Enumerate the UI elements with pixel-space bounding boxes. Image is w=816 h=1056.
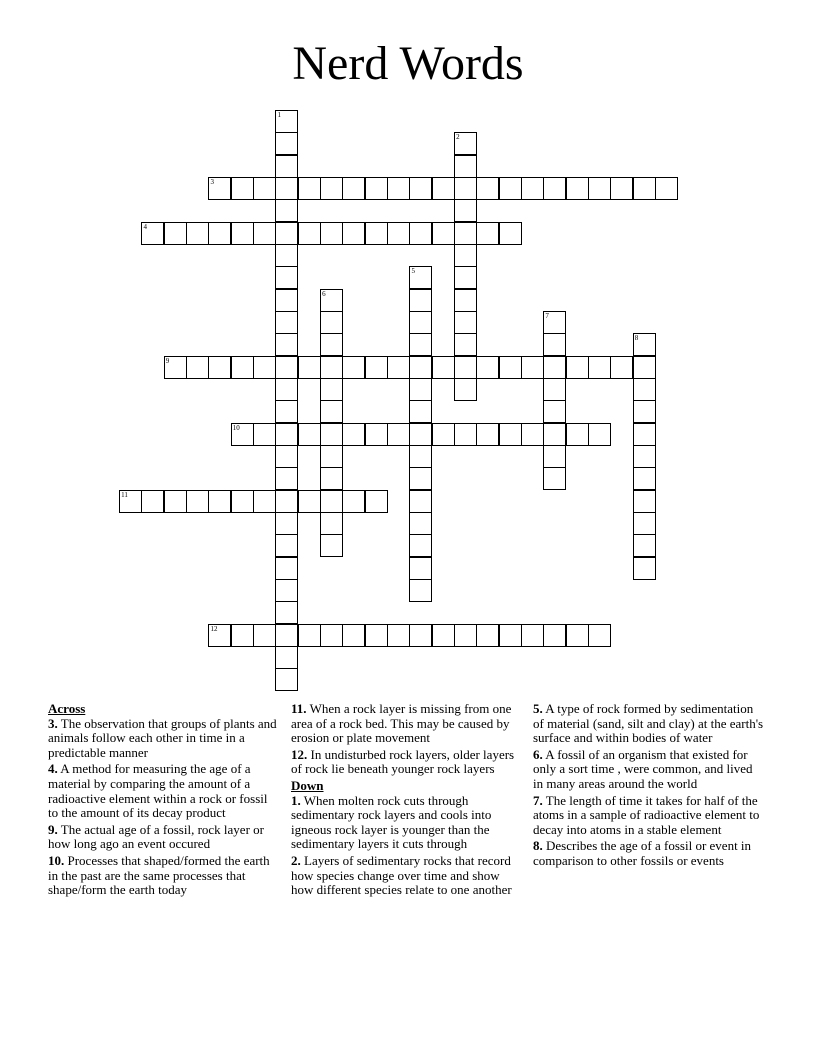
- grid-cell[interactable]: [275, 378, 298, 401]
- grid-cell[interactable]: [365, 356, 388, 379]
- grid-cell[interactable]: [409, 289, 432, 312]
- grid-cell[interactable]: [409, 534, 432, 557]
- grid-cell[interactable]: [275, 311, 298, 334]
- grid-cell[interactable]: [320, 534, 343, 557]
- grid-cell[interactable]: [476, 177, 499, 200]
- grid-cell[interactable]: [476, 624, 499, 647]
- grid-cell[interactable]: [320, 333, 343, 356]
- grid-cell[interactable]: [499, 423, 522, 446]
- down-heading: Down: [291, 777, 324, 793]
- grid-cell[interactable]: [298, 423, 321, 446]
- grid-cell[interactable]: [387, 222, 410, 245]
- grid-cell[interactable]: [588, 624, 611, 647]
- grid-cell[interactable]: [208, 356, 231, 379]
- grid-cell[interactable]: [365, 624, 388, 647]
- grid-cell[interactable]: [432, 177, 455, 200]
- grid-cell[interactable]: [543, 311, 566, 334]
- grid-cell[interactable]: [633, 356, 656, 379]
- puzzle-title: Nerd Words: [292, 37, 524, 90]
- grid-cell[interactable]: [275, 512, 298, 535]
- grid-cell[interactable]: [298, 356, 321, 379]
- grid-cell[interactable]: [543, 177, 566, 200]
- grid-cell[interactable]: [275, 624, 298, 647]
- grid-cell[interactable]: [275, 266, 298, 289]
- cell-number: 8: [634, 334, 639, 343]
- grid-cell[interactable]: [275, 601, 298, 624]
- grid-cell[interactable]: [208, 490, 231, 513]
- grid-cell[interactable]: [409, 624, 432, 647]
- grid-cell[interactable]: [275, 579, 298, 602]
- grid-cell[interactable]: [141, 222, 164, 245]
- grid-cell[interactable]: [186, 356, 209, 379]
- grid-cell[interactable]: [476, 423, 499, 446]
- grid-cell[interactable]: [186, 490, 209, 513]
- grid-cell[interactable]: [342, 177, 365, 200]
- clue-down-6: 6. A fossil of an organism that existed for only a sort time , were common, and lived in many areas around the world: [533, 746, 753, 791]
- grid-cell[interactable]: [275, 199, 298, 222]
- grid-cell[interactable]: [208, 624, 231, 647]
- grid-cell[interactable]: [543, 624, 566, 647]
- grid-cell[interactable]: [454, 155, 477, 178]
- grid-cell[interactable]: [454, 177, 477, 200]
- clues-column-3: [533, 702, 765, 871]
- grid-cell[interactable]: [409, 445, 432, 468]
- clue-across-10: 10. Processes that shaped/formed the earth in the past are the same processes that shape/form the earth today: [48, 852, 270, 898]
- grid-cell[interactable]: [275, 132, 298, 155]
- grid-cell[interactable]: [365, 490, 388, 513]
- cell-number: 4: [143, 222, 147, 231]
- cell-number: 11: [121, 490, 128, 499]
- grid-cell[interactable]: [275, 490, 298, 513]
- grid-cell[interactable]: [409, 557, 432, 580]
- grid-cell[interactable]: [566, 177, 589, 200]
- grid-cell[interactable]: [275, 467, 298, 490]
- grid-cell[interactable]: [342, 624, 365, 647]
- grid-cell[interactable]: [320, 177, 343, 200]
- grid-cell[interactable]: [409, 266, 432, 289]
- grid-cell[interactable]: [320, 490, 343, 513]
- grid-cell[interactable]: [320, 311, 343, 334]
- clue-down-8: 8. Describes the age of a fossil or event in comparison to other fossils or events: [533, 838, 752, 868]
- grid-cell[interactable]: [409, 490, 432, 513]
- grid-cell[interactable]: [275, 356, 298, 379]
- grid-cell[interactable]: [231, 356, 254, 379]
- grid-cell[interactable]: [164, 356, 187, 379]
- cell-number: 12: [210, 624, 218, 633]
- grid-cell[interactable]: [141, 490, 164, 513]
- clue-down-7: 7. The length of time it takes for half of the atoms in a sample of radioactive element to decay into atoms in a stable element: [533, 792, 760, 837]
- grid-cell[interactable]: [253, 222, 276, 245]
- grid-cell[interactable]: [454, 356, 477, 379]
- grid-cell[interactable]: [454, 289, 477, 312]
- cell-number: 1: [277, 111, 281, 119]
- grid-cell[interactable]: [275, 289, 298, 312]
- cell-number: 9: [165, 356, 170, 365]
- clue-across-3: 3. The observation that groups of plants and animals follow each other in time in a predictable manner: [48, 715, 277, 760]
- clue-across-4: 4. A method for measuring the age of a material by comparing the amount of a radioactive element within a rock or fossil to the amount of its decay product: [48, 761, 268, 821]
- grid-cell[interactable]: [566, 624, 589, 647]
- cell-number: 2: [456, 133, 460, 142]
- grid-cell[interactable]: [275, 445, 298, 468]
- clue-down-2: 2. Layers of sedimentary rocks that record how species change over time and show how different species relate to one another: [291, 852, 512, 898]
- grid-cell[interactable]: [387, 177, 410, 200]
- grid-cell[interactable]: [409, 378, 432, 401]
- grid-cell[interactable]: [499, 624, 522, 647]
- grid-cell[interactable]: [298, 490, 321, 513]
- grid-cell[interactable]: [543, 333, 566, 356]
- grid-cell[interactable]: [409, 356, 432, 379]
- grid-cell[interactable]: [633, 333, 656, 356]
- grid-cell[interactable]: [387, 423, 410, 446]
- grid-cell[interactable]: [320, 400, 343, 423]
- grid-cell[interactable]: [454, 199, 477, 222]
- grid-cell[interactable]: [275, 534, 298, 557]
- clues-column-1: [48, 702, 280, 900]
- grid-cell[interactable]: [432, 624, 455, 647]
- grid-cell[interactable]: [164, 490, 187, 513]
- grid-cell[interactable]: [499, 177, 522, 200]
- grid-cell[interactable]: [387, 356, 410, 379]
- grid-cell[interactable]: [253, 423, 276, 446]
- clue-across-11: 11. When a rock layer is missing from one area of a rock bed. This may be caused by erosion or plate movement: [291, 701, 512, 746]
- grid-cell[interactable]: [409, 333, 432, 356]
- grid-cell[interactable]: [633, 445, 656, 468]
- grid-cell[interactable]: [454, 624, 477, 647]
- grid-cell[interactable]: [454, 244, 477, 267]
- grid-cell[interactable]: [275, 222, 298, 245]
- grid-cell[interactable]: [633, 467, 656, 490]
- grid-cell[interactable]: [432, 356, 455, 379]
- grid-cell[interactable]: [231, 177, 254, 200]
- grid-cell[interactable]: [275, 646, 298, 669]
- grid-cell[interactable]: [320, 624, 343, 647]
- grid-cell[interactable]: [409, 423, 432, 446]
- grid-cell[interactable]: [320, 356, 343, 379]
- grid-cell[interactable]: [454, 378, 477, 401]
- grid-cell[interactable]: [320, 467, 343, 490]
- grid-cell[interactable]: [633, 423, 656, 446]
- grid-cell[interactable]: [543, 356, 566, 379]
- grid-cell[interactable]: [588, 423, 611, 446]
- grid-cell[interactable]: [454, 222, 477, 245]
- grid-cell[interactable]: [409, 512, 432, 535]
- grid-cell[interactable]: [543, 445, 566, 468]
- grid-cell[interactable]: [320, 222, 343, 245]
- grid-cell[interactable]: [365, 177, 388, 200]
- cell-number: 6: [322, 289, 326, 298]
- cell-number: 7: [545, 311, 549, 320]
- grid-cell[interactable]: [454, 132, 477, 155]
- grid-cell[interactable]: [499, 356, 522, 379]
- grid-cell[interactable]: [253, 624, 276, 647]
- grid-cell[interactable]: [231, 423, 254, 446]
- grid-cell[interactable]: [521, 624, 544, 647]
- clue-across-12: 12. In undisturbed rock layers, older layers of rock lie beneath younger rock layers: [291, 746, 515, 777]
- grid-cell[interactable]: [275, 557, 298, 580]
- grid-cell[interactable]: [454, 266, 477, 289]
- grid-cell[interactable]: [521, 177, 544, 200]
- grid-cell[interactable]: [253, 177, 276, 200]
- grid-cell[interactable]: [231, 624, 254, 647]
- grid-cell[interactable]: [566, 423, 589, 446]
- grid-cell[interactable]: [275, 668, 298, 691]
- grid-cell[interactable]: [119, 490, 142, 513]
- across-heading: Across: [48, 701, 86, 716]
- grid-cell[interactable]: [365, 423, 388, 446]
- grid-cell[interactable]: [342, 356, 365, 379]
- grid-cell[interactable]: [633, 557, 656, 580]
- grid-cell[interactable]: [521, 356, 544, 379]
- clue-down-5: 5. A type of rock formed by sedimentation of material (sand, silt and clay) at the earth's surface and within bodies of water: [533, 701, 764, 746]
- grid-cell[interactable]: [521, 423, 544, 446]
- grid-cell[interactable]: [633, 490, 656, 513]
- grid-cell[interactable]: [208, 222, 231, 245]
- grid-cell[interactable]: [633, 400, 656, 423]
- grid-cell[interactable]: [164, 222, 187, 245]
- grid-cell[interactable]: [633, 177, 656, 200]
- grid-cell[interactable]: [588, 356, 611, 379]
- grid-cell[interactable]: [320, 445, 343, 468]
- grid-cell[interactable]: [543, 400, 566, 423]
- cell-number: 3: [210, 177, 214, 186]
- grid-cell[interactable]: [253, 356, 276, 379]
- grid-cell[interactable]: [588, 177, 611, 200]
- grid-cell[interactable]: [476, 356, 499, 379]
- grid-cell[interactable]: [342, 222, 365, 245]
- grid-cell[interactable]: [409, 400, 432, 423]
- grid-cell[interactable]: [275, 333, 298, 356]
- grid-cell[interactable]: [409, 579, 432, 602]
- grid-cell[interactable]: [298, 177, 321, 200]
- grid-cell[interactable]: [499, 222, 522, 245]
- grid-cell[interactable]: [387, 624, 410, 647]
- grid-cell[interactable]: [298, 624, 321, 647]
- grid-cell[interactable]: [633, 378, 656, 401]
- grid-cell[interactable]: [208, 177, 231, 200]
- grid-cell[interactable]: [432, 423, 455, 446]
- grid-cell[interactable]: [454, 423, 477, 446]
- grid-cell[interactable]: [320, 289, 343, 312]
- cell-number: 10: [232, 423, 240, 432]
- grid-cell[interactable]: [320, 423, 343, 446]
- clue-down-1: 1. When molten rock cuts through sedimentary rock layers and cools into igneous rock layer is younger than the sedimentary layers it cuts through: [291, 792, 492, 852]
- grid-cell[interactable]: [253, 490, 276, 513]
- grid-cell[interactable]: [543, 378, 566, 401]
- grid-cell[interactable]: [610, 356, 633, 379]
- clues-column-2: [291, 702, 523, 900]
- grid-cell[interactable]: [655, 177, 678, 200]
- grid-cell[interactable]: [454, 333, 477, 356]
- grid-cell[interactable]: [275, 110, 298, 133]
- grid-cell[interactable]: [298, 222, 321, 245]
- grid-cell[interactable]: [275, 155, 298, 178]
- grid-cell[interactable]: [275, 244, 298, 267]
- grid-cell[interactable]: [633, 534, 656, 557]
- grid-cell[interactable]: [186, 222, 209, 245]
- grid-cell[interactable]: [454, 311, 477, 334]
- grid-cell[interactable]: [409, 311, 432, 334]
- grid-cell[interactable]: [342, 490, 365, 513]
- grid-cell[interactable]: [231, 222, 254, 245]
- grid-cell[interactable]: [432, 222, 455, 245]
- grid-cell[interactable]: [476, 222, 499, 245]
- grid-cell[interactable]: [320, 512, 343, 535]
- grid-cell[interactable]: [320, 378, 343, 401]
- grid-cell[interactable]: [231, 490, 254, 513]
- grid-cell[interactable]: [275, 400, 298, 423]
- grid-cell[interactable]: [543, 423, 566, 446]
- grid-cell[interactable]: [275, 177, 298, 200]
- clue-across-9: 9. The actual age of a fossil, rock layer or how long ago an event occured: [48, 821, 264, 852]
- grid-cell[interactable]: [409, 177, 432, 200]
- grid-cell[interactable]: [633, 512, 656, 535]
- grid-cell[interactable]: [566, 356, 589, 379]
- grid-cell[interactable]: [342, 423, 365, 446]
- grid-cell[interactable]: [275, 423, 298, 446]
- grid-cell[interactable]: [365, 222, 388, 245]
- grid-cell[interactable]: [610, 177, 633, 200]
- cell-number: 5: [411, 267, 415, 276]
- grid-cell[interactable]: [409, 222, 432, 245]
- grid-cell[interactable]: [543, 467, 566, 490]
- grid-cell[interactable]: [409, 467, 432, 490]
